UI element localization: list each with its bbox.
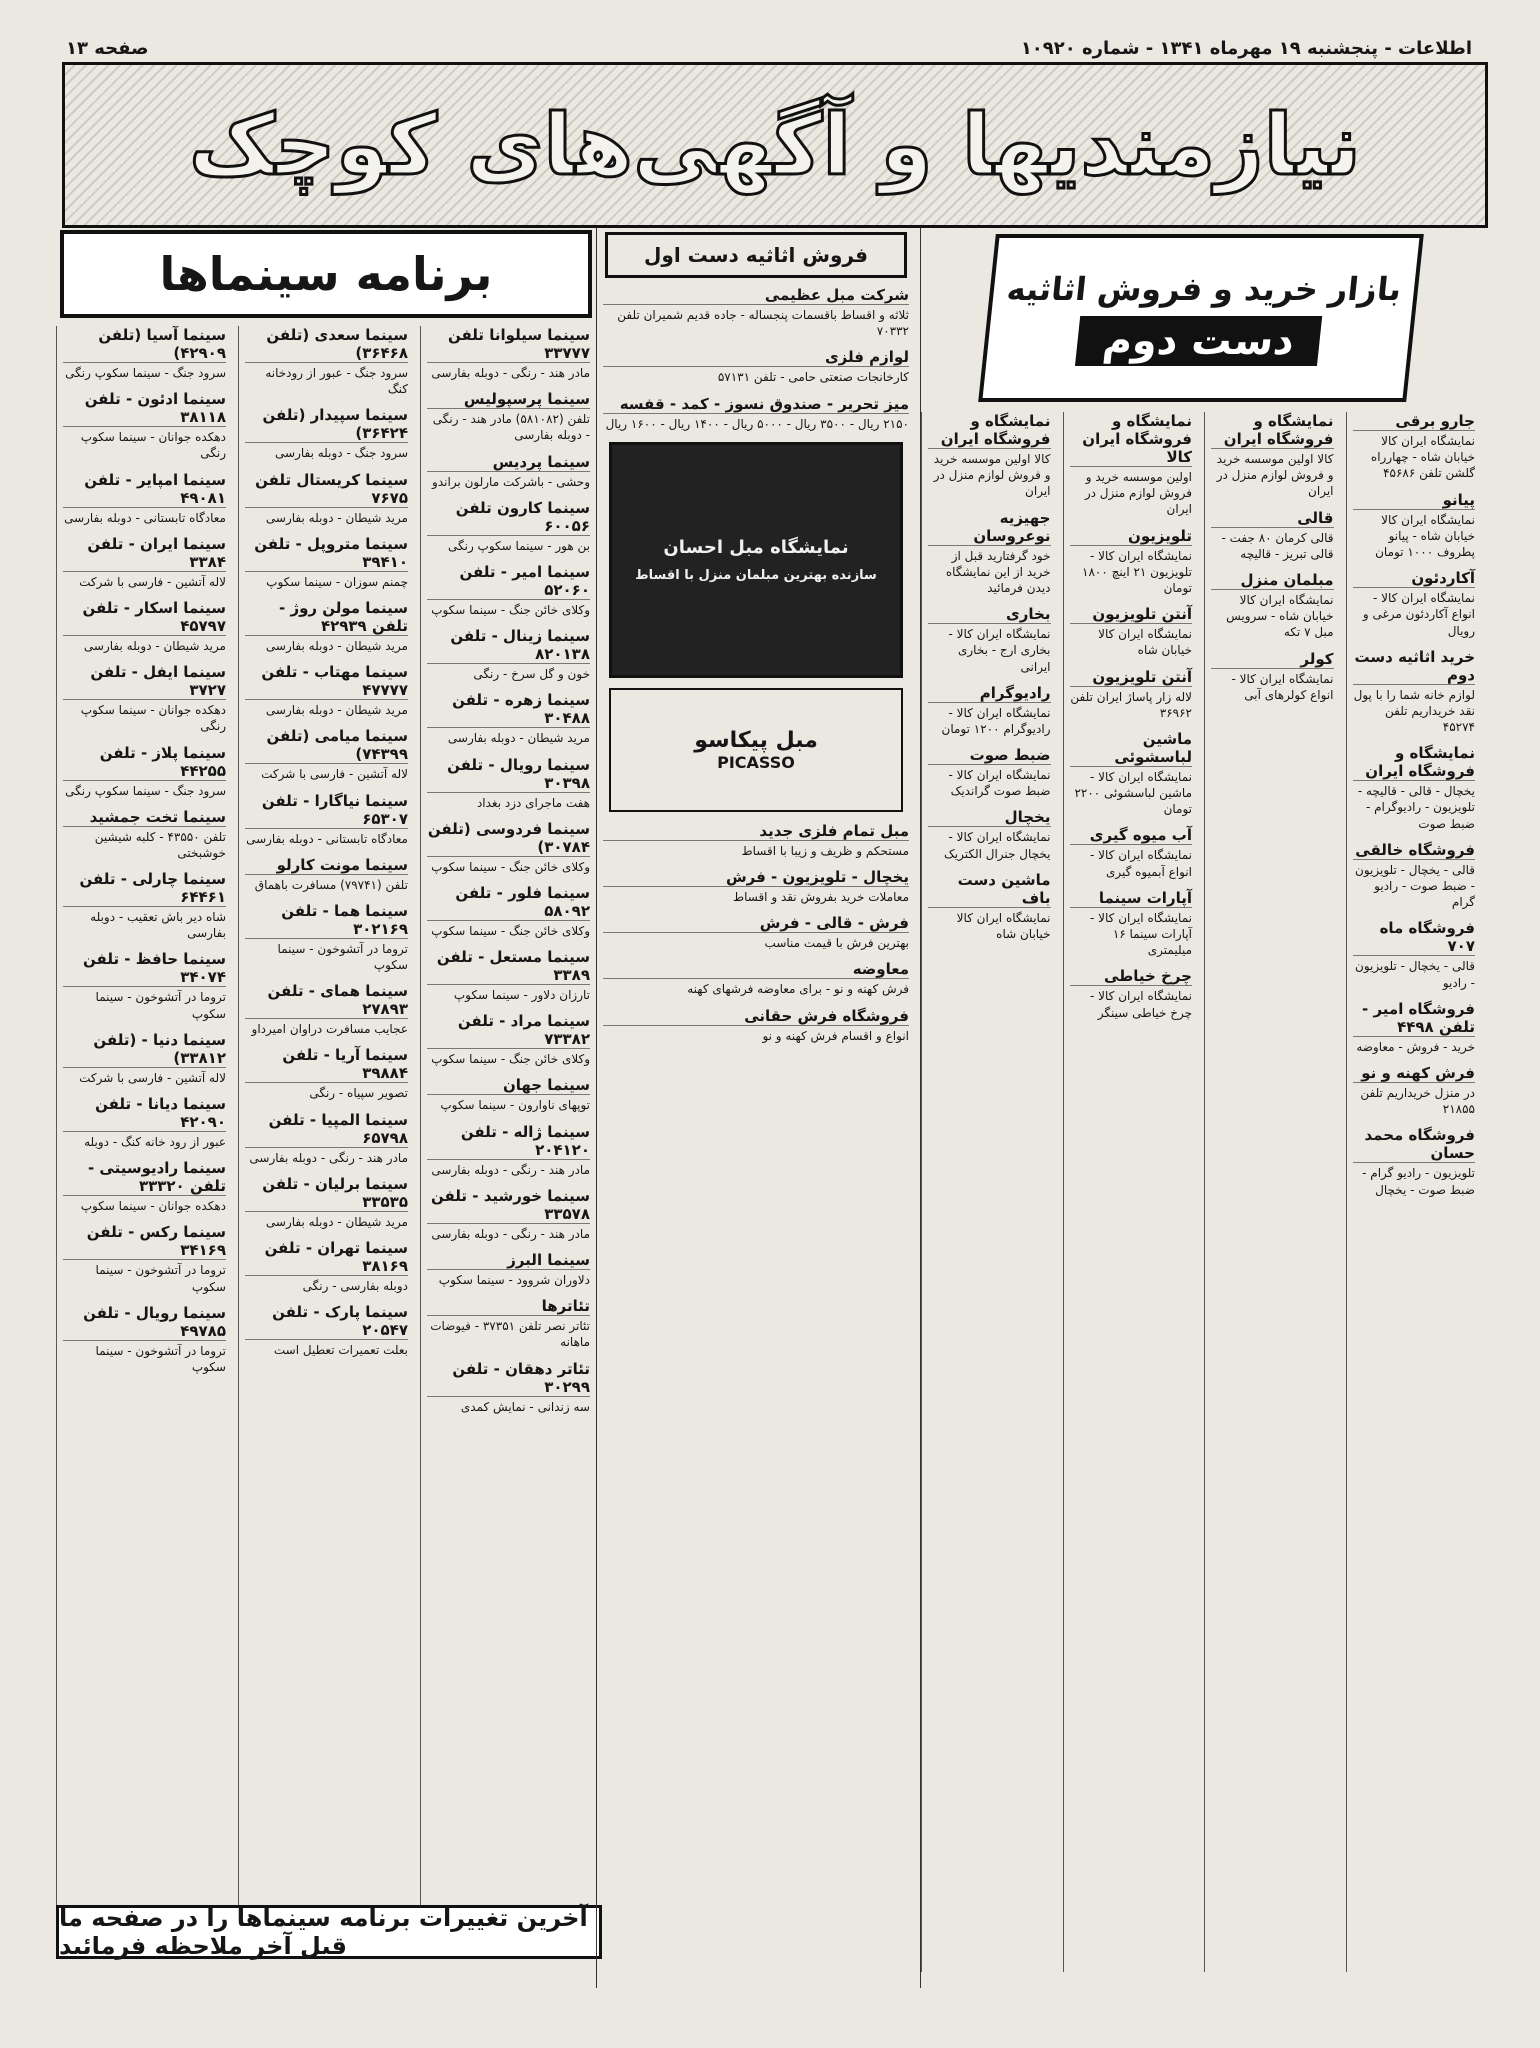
second-hand-market	[920, 228, 1481, 1988]
ad-item-title: شرکت مبل عظیمی	[603, 286, 909, 305]
ad-item-text: کالا اولین موسسه خرید و فروش لوازم منزل در ایران	[933, 452, 1051, 499]
ad-item-text: توپهای ناوارون - سینما سکوپ	[440, 1098, 590, 1113]
ad-item-title: سینما پارک - تلفن ۲۰۵۴۷	[245, 1303, 408, 1340]
ad-item	[63, 1304, 226, 1375]
ad-item-text: نمایشگاه ایران کالا - ضبط صوت گراندیک	[948, 768, 1051, 799]
ad-item-title: سینما ایران - تلفن ۳۳۸۴	[63, 535, 226, 572]
ad-item	[245, 1046, 408, 1101]
ad-item	[1353, 1126, 1476, 1197]
ad-item	[1353, 1064, 1476, 1117]
ad-item-text: سرود جنگ - سینما سکوپ رنگی	[65, 366, 226, 380]
ad-item	[1211, 571, 1334, 641]
ad-item	[603, 868, 909, 905]
ad-item	[427, 563, 590, 618]
ad-item	[603, 1007, 909, 1044]
ad-item-text: نمایشگاه ایران کالا خیابان شاه - چهارراه گلشن تلفن ۴۵۶۸۶	[1370, 434, 1475, 481]
cinema-section	[56, 228, 596, 1908]
ad-item-title: یخچال	[928, 808, 1051, 827]
ad-item	[245, 471, 408, 526]
ad-item-title: سینما پرسپولیس	[427, 390, 590, 409]
ad-item-text: شاه دیر باش تعقیب - دوبله بفارسی	[90, 910, 226, 941]
ad-item-title: سینما هما - تلفن ۳۰۲۱۶۹	[245, 902, 408, 939]
ad-item-text: نمایشگاه ایران کالا خیابان شاه	[956, 910, 1051, 941]
ad-item	[63, 1095, 226, 1150]
ad-item-text: نمایشگاه ایران کالا - ماشین لباسشوئی ۲۲۰۰ تومان	[1074, 769, 1192, 817]
ad-item-text: نمایشگاه ایران کالا - رادیوگرام ۱۲۰۰ تومان	[941, 705, 1051, 736]
ad-item-title: سینما رکس - تلفن ۳۴۱۶۹	[63, 1223, 226, 1260]
ad-item-title: سینما همای - تلفن ۲۷۸۹۳	[245, 982, 408, 1019]
ad-item-title: تئاتر دهقان - تلفن ۳۰۲۹۹	[427, 1360, 590, 1397]
ad-item	[63, 808, 226, 861]
ad-item	[1211, 650, 1334, 703]
ad-item	[603, 286, 909, 339]
ad-item-text: نمایشگاه ایران کالا - آپارات سینما ۱۶ میلیمتری	[1090, 910, 1192, 958]
ad-item-title: سینما کارون تلفن ۶۰۰۵۶	[427, 499, 590, 536]
ad-item-title: آنتن تلویزیون	[1070, 668, 1193, 687]
ad-item-title: سینما ایفل - تلفن ۳۷۲۷	[63, 663, 226, 700]
ad-item	[63, 471, 226, 526]
ad-item-text: نمایشگاه ایران کالا - بخاری ارج - بخاری ایرانی	[948, 627, 1051, 674]
ad-item-title: سینما دنیا - (تلفن ۳۳۸۱۲)	[63, 1031, 226, 1068]
ad-item-title: سینما سعدی (تلفن ۳۶۴۶۸)	[245, 326, 408, 363]
ad-item-title: فروشگاه محمد حسان	[1353, 1126, 1476, 1163]
ad-item-title: میز تحریر - صندوق نسوز - کمد - قفسه	[603, 395, 909, 414]
market-banner-line1: بازار خرید و فروش اثاثیه	[1004, 270, 1404, 308]
ad-item-title: فروشگاه خالقی	[1353, 841, 1476, 860]
ad-item-text: تروما در آتشوخون - سینما سکوپ	[95, 1263, 226, 1294]
ad-item	[63, 663, 226, 734]
ad-item-title: سینما رویال - تلفن ۴۹۷۸۵	[63, 1304, 226, 1341]
ad-item	[1353, 744, 1476, 832]
ad-item-text: اولین موسسه خرید و فروش لوازم منزل در ایران	[1084, 470, 1192, 517]
cinema-column	[420, 326, 596, 1916]
ad-item-title: سینما حافظ - تلفن ۳۴۰۷۴	[63, 950, 226, 987]
ad-item-title: سینما آریا - تلفن ۳۹۸۸۴	[245, 1046, 408, 1083]
ad-item	[245, 1303, 408, 1358]
ad-item	[245, 326, 408, 397]
ad-item-text: نمایشگاه ایران کالا - انواع کولرهای آبی	[1231, 671, 1334, 702]
ad-item-title: سینما مولن روژ - تلفن ۴۲۹۳۹	[245, 599, 408, 636]
middle-column	[596, 228, 915, 1988]
ad-item-title: سینما تهران - تلفن ۳۸۱۶۹	[245, 1239, 408, 1276]
ad-item-text: لاله زار پاساژ ایران تلفن ۳۶۹۶۲	[1070, 689, 1192, 720]
ad-item-title: سینما کریستال تلفن ۷۶۷۵	[245, 471, 408, 508]
ad-item	[427, 1123, 590, 1178]
ad-item-title: سینما امپایر - تلفن ۴۹۰۸۱	[63, 471, 226, 508]
ad-item-text: مرید شیطان - دوبله بفارسی	[265, 510, 408, 525]
ad-item-title: سینما جهان	[427, 1076, 590, 1095]
ad-item-title: سینما آسیا (تلفن ۴۲۹۰۹)	[63, 326, 226, 363]
ad-item-title: تئاترها	[427, 1297, 590, 1316]
ad-item-text: هفت ماجرای دزد بغداد	[476, 795, 590, 810]
ad-item	[245, 1111, 408, 1166]
ad-item	[603, 914, 909, 951]
ad-item-text: تلویزیون - رادیو گرام - ضبط صوت - یخچال	[1362, 1166, 1475, 1197]
ad-item-title: سینما برلیان - تلفن ۳۳۵۳۵	[245, 1175, 408, 1212]
ad-item-text: مادر هند - رنگی - دوبله بفارسی	[249, 1150, 408, 1165]
picasso-en: PICASSO	[717, 752, 795, 772]
ad-item	[245, 792, 408, 847]
ad-item	[928, 412, 1051, 500]
cinema-title: برنامه سینماها	[60, 230, 592, 318]
ad-item-text: تروما در آتشوخون - سینما سکوپ	[95, 990, 226, 1021]
market-columns	[921, 412, 1481, 1972]
ad-item-title: یخچال - تلویزیون - فرش	[603, 868, 909, 887]
ad-item-text: معاملات خرید بفروش نقد و اقساط	[732, 889, 909, 904]
ad-item-title: سینما البرز	[427, 1251, 590, 1270]
masthead	[62, 62, 1488, 228]
ad-item-text: قالی - یخچال - تلویزیون - ضبط صوت - رادیو گرام	[1355, 862, 1475, 910]
ad-subtitle: سازنده بهترین مبلمان منزل با اقساط	[635, 567, 877, 583]
ad-item	[928, 684, 1051, 737]
ad-item-text: خرید - فروش - معاوضه	[1356, 1039, 1475, 1054]
ad-item-text: ۲۱۵۰ ریال - ۳۵۰۰ ریال - ۵۰۰۰ ریال - ۱۴۰۰ ریال - ۱۶۰۰ ریال	[605, 416, 909, 431]
ad-item-text: سه زندانی - نمایش کمدی	[460, 1399, 590, 1414]
ad-item-text: کارخانجات صنعتی حامی - تلفن ۵۷۱۳۱	[717, 370, 909, 385]
ad-item	[427, 1360, 590, 1415]
ad-item-title: جارو برقی	[1353, 412, 1476, 431]
ad-item-title: نمایشگاه و فروشگاه ایران کالا	[1070, 412, 1193, 467]
ad-item-text: نمایشگاه ایران کالا - انواع آبمیوه گیری	[1090, 848, 1192, 879]
ad-item-title: پیانو	[1353, 491, 1476, 510]
ad-item-text: دوبله بفارسی - رنگی	[302, 1279, 408, 1293]
ad-item-title: سینما زینال - تلفن ۸۲۰۱۳۸	[427, 627, 590, 664]
ad-item-title: سینما فلور - تلفن ۵۸۰۹۲	[427, 884, 590, 921]
ad-item-text: نمایشگاه ایران کالا - تلویزیون ۲۱ اینچ ۱۸۰۰ تومان	[1082, 548, 1192, 595]
ad-item	[427, 1297, 590, 1350]
ad-item	[603, 822, 909, 859]
ad-item-title: فروشگاه ماه ۷۰۷	[1353, 919, 1476, 956]
ad-item	[1353, 919, 1476, 990]
ad-item-title: سینما پردیس	[427, 453, 590, 472]
ad-item-title: سینما نیاگارا - تلفن ۶۵۳۰۷	[245, 792, 408, 829]
ad-item	[928, 605, 1051, 675]
ad-item-text: مرید شیطان - دوبله بفارسی	[265, 703, 408, 718]
edition-line: اطلاعات - پنجشنبه ۱۹ مهرماه ۱۳۴۱ - شماره ۱۰۹۲۰	[1020, 38, 1472, 59]
cinema-footer-notice: آخرین تغییرات برنامه سینماها را در صفحه ما قبل آخر ملاحظه فرمائید	[56, 1905, 602, 1959]
ad-item-title: سینما المپیا - تلفن ۶۵۷۹۸	[245, 1111, 408, 1148]
ad-item	[1070, 527, 1193, 597]
ad-item	[427, 948, 590, 1003]
ad-item-title: فرش کهنه و نو	[1353, 1064, 1476, 1083]
ad-item-title: سینما رادیوسیتی - تلفن ۳۳۳۲۰	[63, 1159, 226, 1196]
ad-item-text: نمایشگاه ایران کالا - چرخ خیاطی سینگر	[1090, 989, 1192, 1020]
ad-item	[245, 982, 408, 1037]
ad-item-text: نمایشگاه ایران کالا خیابان شاه - سرویس مبل ۷ تکه	[1226, 592, 1334, 640]
ad-item-text: معادگاه تابستانی - دوبله بفارسی	[64, 510, 226, 525]
ad-item-text: تروما در آتشوخون - سینما سکوپ	[95, 1343, 226, 1374]
ad-item-title: سینما مستعل - تلفن ۳۳۸۹	[427, 948, 590, 985]
ad-item-title: سینما ژاله - تلفن ۲۰۴۱۲۰	[427, 1123, 590, 1160]
ad-item-title: قالی	[1211, 509, 1334, 528]
ad-item	[1070, 967, 1193, 1020]
ad-item	[63, 326, 226, 381]
ad-item-title: سینما مهتاب - تلفن ۴۷۷۷۷	[245, 663, 408, 700]
ad-item-title: آنتن تلویزیون	[1070, 605, 1193, 624]
ad-item-text: قالی کرمان ۸۰ جفت - قالی تبریز - قالیچه	[1221, 530, 1334, 561]
ad-item-title: سینما مراد - تلفن ۷۳۳۸۲	[427, 1012, 590, 1049]
ad-item-title: سینما میامی (تلفن ۷۴۳۹۹)	[245, 727, 408, 764]
buy-first-hand-box: فروش اثاثیه دست اول	[605, 232, 907, 278]
ad-item-title: سینما رویال - تلفن ۳۰۳۹۸	[427, 756, 590, 793]
ad-item-text: مادر هند - رنگی - دوبله بفارسی	[431, 1162, 590, 1177]
ad-item	[1353, 1000, 1476, 1055]
ad-item-text: انواع و اقسام فرش کهنه و نو	[762, 1028, 909, 1043]
ad-item	[63, 744, 226, 799]
ad-item	[1353, 491, 1476, 561]
ad-item	[1211, 412, 1334, 500]
ad-item-text: تلفن (۵۸۱۰۸۲) مادر هند - رنگی - دوبله بفارسی	[432, 412, 590, 443]
ad-item-title: سینما تخت جمشید	[63, 808, 226, 827]
ad-item	[63, 950, 226, 1021]
ad-item	[1353, 841, 1476, 911]
ad-item-text: مستحکم و ظریف و زیبا با اقساط	[741, 843, 909, 858]
ad-item	[245, 902, 408, 973]
ad-item-text: مادر هند - رنگی - دوبله بفارسی	[431, 1226, 590, 1241]
ad-item	[63, 1159, 226, 1214]
ad-item	[928, 871, 1051, 942]
ad-item-text: تروما در آتشوخون - سینما سکوپ	[277, 941, 408, 973]
ad-item-text: نمایشگاه ایران کالا - انواع آکاردئون مرغی و رویال	[1362, 591, 1475, 638]
ad-item	[1070, 412, 1193, 518]
ad-item-text: عجایب مسافرت دراوان امیرداو	[251, 1022, 408, 1037]
ad-item	[245, 663, 408, 718]
ad-item	[245, 1239, 408, 1294]
ad-item-text: بعلت تعمیرات تعطیل است	[273, 1343, 408, 1358]
ad-item-title: سینما امیر - تلفن ۵۲۰۶۰	[427, 563, 590, 600]
ad-item-title: سینما سیلوانا تلفن ۳۳۷۷۷	[427, 326, 590, 363]
ad-item	[427, 1012, 590, 1067]
ad-item	[427, 756, 590, 811]
ad-item	[63, 599, 226, 654]
ad-item-title: لوازم فلزی	[603, 348, 909, 367]
ad-item	[427, 326, 590, 381]
ad-item	[928, 509, 1051, 597]
ad-item-text: عبور از رود خانه کنگ - دوبله	[84, 1135, 226, 1149]
ad-item-text: لاله آتشین - فارسی با شرکت	[261, 767, 408, 782]
ad-item-title: آکاردئون	[1353, 569, 1476, 588]
ad-item-title: جهیزیه نوعروسان	[928, 509, 1051, 546]
ad-item-text: خون و گل سرخ - رنگی	[473, 667, 590, 682]
ad-item	[427, 820, 590, 875]
ad-item-title: ضبط صوت	[928, 746, 1051, 765]
picasso-ad	[609, 688, 903, 812]
ad-item-title: رادیوگرام	[928, 684, 1051, 703]
ad-item-text: معادگاه تابستانی - دوبله بفارسی	[246, 831, 408, 846]
ad-item-text: بن هور - سینما سکوپ رنگی	[447, 538, 590, 553]
market-column	[1063, 412, 1199, 1972]
ad-item-title: خرید اثاثیه دست دوم	[1353, 648, 1476, 685]
ad-item	[427, 884, 590, 939]
ad-item	[603, 348, 909, 385]
ad-item-title: ماشین دست باف	[928, 871, 1051, 908]
ad-item-title: سینما مونت کارلو	[245, 856, 408, 875]
ad-item-title: تلویزیون	[1070, 527, 1193, 546]
market-banner-line2: دست دوم	[1075, 316, 1323, 366]
ad-item-text: نمایشگاه ایران کالا - یخچال جنرال الکتریک	[944, 830, 1051, 861]
cinema-column	[56, 326, 232, 1916]
ad-item-text: در منزل خریداریم تلفن ۲۱۸۵۵	[1360, 1085, 1475, 1117]
ad-item-title: فرش - قالی - فرش	[603, 914, 909, 933]
ad-item-text: فرش کهنه و نو - برای معاوضه فرشهای کهنه	[687, 982, 909, 997]
ad-item-title: سینما فردوسی (تلفن ۳۰۷۸۴)	[427, 819, 590, 856]
ad-item	[427, 499, 590, 554]
ad-item-text: کالا اولین موسسه خرید و فروش لوازم منزل در ایران	[1216, 452, 1334, 499]
ad-item-title: چرخ خیاطی	[1070, 967, 1193, 986]
ad-item-text: لوازم خانه شما را با پول نقد خریداریم تلفن ۴۵۲۷۴	[1353, 687, 1475, 735]
ad-item-text: خود گرفتارید قبل از خرید از این نمایشگاه دیدن فرمائید	[945, 548, 1051, 595]
ad-item-title: سینما اسکار - تلفن ۴۵۷۹۷	[63, 599, 226, 636]
cinema-columns	[56, 326, 596, 1916]
ad-item-title: سینما متروپل - تلفن ۳۹۴۱۰	[245, 535, 408, 572]
ad-item-text: بهترین فرش با قیمت مناسب	[764, 936, 909, 951]
ad-item	[63, 1223, 226, 1294]
ad-item	[603, 960, 909, 997]
ad-item	[1353, 569, 1476, 639]
ad-item-text: وکلای خائن جنگ - سینما سکوپ	[431, 859, 590, 874]
ad-title: نمایشگاه مبل احسان	[663, 536, 849, 558]
ad-item	[1353, 648, 1476, 736]
ad-item-text: وحشی - باشرکت مارلون براندو	[432, 474, 590, 489]
ad-item-title: سینما دیانا - تلفن ۴۲۰۹۰	[63, 1095, 226, 1132]
ad-item-title: فروشگاه فرش حقانی	[603, 1007, 909, 1026]
ad-item-text: دهکده جوانان - سینما سکوپ رنگی	[80, 703, 226, 734]
cinema-column	[238, 326, 414, 1916]
ad-item	[1070, 826, 1193, 879]
ad-item-text: تئاتر نصر تلفن ۳۷۳۵۱ - فیوضات ماهانه	[430, 1319, 590, 1350]
ad-item-text: وکلای خائن جنگ - سینما سکوپ	[431, 1052, 590, 1067]
picasso-fa: مبل پیکاسو	[694, 727, 818, 753]
ad-item	[1353, 412, 1476, 482]
ad-item-text: نمایشگاه ایران کالا خیابان شاه	[1098, 627, 1192, 658]
ad-item-text: قالی - یخچال - تلویزیون - رادیو	[1355, 959, 1475, 990]
ad-item-text: چمنم سوزان - سینما سکوپ	[266, 574, 408, 589]
ad-item-title: سینما زهره - تلفن ۳۰۴۸۸	[427, 691, 590, 728]
ad-item	[245, 535, 408, 590]
ad-item-title: بخاری	[928, 605, 1051, 624]
ad-item-text: دهکده جوانان - سینما سکوپ	[80, 1199, 226, 1214]
page-number: صفحه ۱۳	[66, 38, 149, 59]
ad-item	[245, 856, 408, 893]
ad-item	[928, 746, 1051, 799]
ad-item-title: مبل تمام فلزی جدید	[603, 822, 909, 841]
ehsan-furniture-ad	[609, 442, 903, 678]
ad-item	[427, 1076, 590, 1113]
ad-item-text: مرید شیطان - دوبله بفارسی	[447, 731, 590, 746]
ad-item-title: سینما سپیدار (تلفن ۳۶۴۲۴)	[245, 406, 408, 443]
ad-item	[427, 691, 590, 746]
ad-item-title: مبلمان منزل	[1211, 571, 1334, 590]
ad-item-title: آب میوه گیری	[1070, 826, 1193, 845]
market-column	[1204, 412, 1340, 1972]
ad-item-text: مرید شیطان - دوبله بفارسی	[265, 1214, 408, 1229]
ad-item	[1070, 889, 1193, 959]
ad-item-text: مادر هند - رنگی - دوبله بفارسی	[431, 366, 590, 380]
ad-item-text: مرید شیطان - دوبله بفارسی	[83, 638, 226, 653]
ad-item-title: سینما پلاز - تلفن ۴۴۲۵۵	[63, 744, 226, 781]
ad-item-text: لاله آتشین - فارسی با شرکت	[79, 1070, 226, 1085]
ad-item-text: سرود جنگ - دوبله بفارسی	[275, 446, 408, 461]
ad-item-title: ماشین لباسشوئی	[1070, 730, 1193, 767]
ad-item-text: سرود جنگ - سینما سکوپ رنگی	[65, 783, 226, 798]
ad-item-text: یخچال - قالی - قالیچه - تلویزیون - رادیوگرام - ضبط صوت	[1357, 784, 1475, 831]
market-column	[921, 412, 1057, 1972]
ad-item	[1070, 605, 1193, 658]
ad-item	[63, 870, 226, 941]
ad-item	[245, 599, 408, 654]
ad-item-title: سینما خورشید - تلفن ۳۳۵۷۸	[427, 1187, 590, 1224]
ad-item	[427, 390, 590, 443]
ad-item	[1070, 730, 1193, 818]
ad-item-text: سرود جنگ - عبور از رودخانه کنگ	[265, 366, 408, 397]
ad-item	[63, 1031, 226, 1086]
ad-item	[245, 727, 408, 782]
ad-item	[245, 406, 408, 461]
ad-item	[928, 808, 1051, 861]
ad-item	[245, 1175, 408, 1230]
ad-item	[427, 453, 590, 490]
ad-item-text: مرید شیطان - دوبله بفارسی	[265, 638, 408, 653]
ad-item-title: کولر	[1211, 650, 1334, 669]
ad-item-text: وکلای خائن جنگ - سینما سکوپ	[431, 923, 590, 938]
ad-item	[427, 1187, 590, 1242]
market-column	[1346, 412, 1482, 1972]
ad-item-text: لاله آتشین - فارسی با شرکت	[79, 574, 226, 589]
ad-item-title: سینما ادئون - تلفن ۳۸۱۱۸	[63, 390, 226, 427]
ad-item	[603, 395, 909, 432]
ad-item	[1070, 668, 1193, 721]
ad-item-title: نمایشگاه و فروشگاه ایران	[1211, 412, 1334, 449]
ad-item	[63, 535, 226, 590]
ad-item-text: دلاوران شروود - سینما سکوپ	[438, 1273, 590, 1287]
ad-item-text: نمایشگاه ایران کالا خیابان شاه - پیانو پطروف ۱۰۰۰ تومان	[1375, 512, 1475, 559]
ad-item-title: نمایشگاه و فروشگاه ایران	[928, 412, 1051, 449]
ad-item-text: تلفن (۷۹۷۴۱) مسافرت باهماق	[254, 877, 408, 892]
ad-item	[427, 627, 590, 682]
ad-item	[1211, 509, 1334, 562]
ad-item-text: تارزان دلاور - سینما سکوپ	[453, 988, 590, 1003]
market-banner	[978, 234, 1424, 402]
ad-item-text: دهکده جوانان - سینما سکوپ رنگی	[80, 430, 226, 461]
ad-item-text: ثلاثه و اقساط باقسمات پنجساله - جاده قدیم شمیران تلفن ۷۰۳۳۲	[617, 308, 909, 339]
ad-item	[427, 1251, 590, 1288]
ad-item-title: معاوضه	[603, 960, 909, 979]
ad-item-text: تصویر سپیاه - رنگی	[309, 1086, 408, 1101]
ad-item-title: نمایشگاه و فروشگاه ایران	[1353, 744, 1476, 781]
ad-item	[63, 390, 226, 461]
ad-item-title: سینما چارلی - تلفن ۶۴۴۶۱	[63, 870, 226, 907]
ad-item-text: تلفن ۴۳۵۵۰ - کلبه شیشین خوشبختی	[94, 829, 226, 860]
ad-item-title: فروشگاه امیر - تلفن ۴۴۹۸	[1353, 1000, 1476, 1037]
ad-item-title: آپارات سینما	[1070, 889, 1193, 908]
ad-item-text: وکلای خائن جنگ - سینما سکوپ	[431, 602, 590, 617]
masthead-title: نیازمندیها و آگهی‌های کوچک	[189, 96, 1361, 194]
